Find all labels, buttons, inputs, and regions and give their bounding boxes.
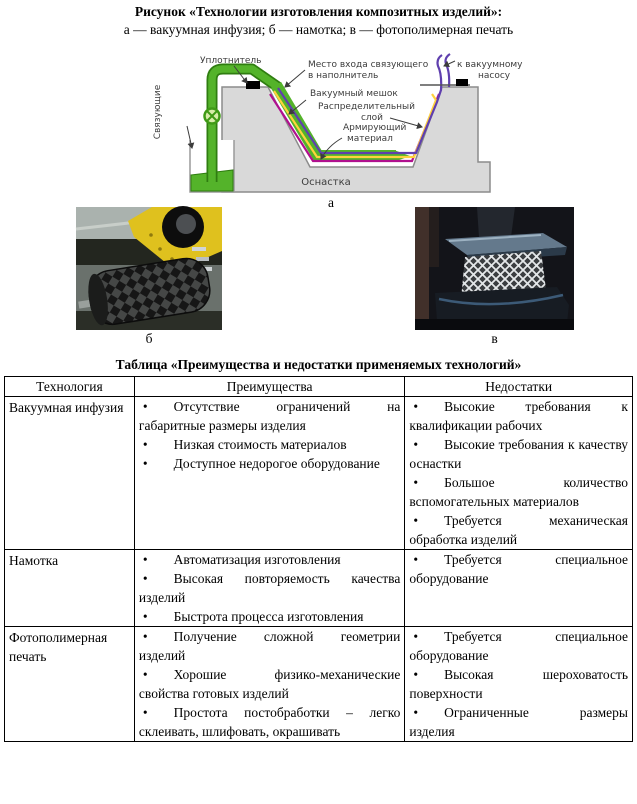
bullet-icon: • bbox=[142, 629, 148, 644]
label-reinforcing-2: материал bbox=[347, 134, 393, 144]
table-row bbox=[5, 550, 633, 627]
bullet-icon: • bbox=[142, 437, 148, 452]
winder-ring-hub bbox=[176, 214, 196, 234]
printer-arm bbox=[477, 207, 515, 237]
label-entry-1: Место входа связующего bbox=[308, 60, 429, 70]
table-body bbox=[5, 397, 633, 742]
label-tooling: Оснастка bbox=[301, 177, 351, 188]
bullet-icon: • bbox=[413, 513, 419, 528]
bullet-icon: • bbox=[142, 609, 148, 624]
disadvantage-item: • Требуется механическая обработка изделий bbox=[409, 513, 628, 547]
technology-cell bbox=[5, 627, 135, 742]
bullet-icon: • bbox=[413, 437, 419, 452]
photo-photopolymer-print bbox=[415, 207, 574, 330]
label-bag: Вакуумный мешок bbox=[310, 89, 398, 99]
label-entry-2: в наполнитель bbox=[308, 71, 379, 81]
photo-winding bbox=[76, 207, 222, 330]
label-pump-2: насосу bbox=[478, 71, 511, 81]
room-strip bbox=[415, 207, 429, 330]
bullet-icon: • bbox=[142, 571, 148, 586]
bullet-icon: • bbox=[413, 629, 419, 644]
head-bolt-2 bbox=[158, 247, 162, 251]
advantage-item: • Отсутствие ограничений на габаритные размеры изделия bbox=[138, 399, 401, 433]
table-row bbox=[5, 397, 633, 550]
advantages-cell bbox=[134, 550, 404, 627]
disadvantage-item: • Требуется специальное оборудование bbox=[409, 552, 628, 586]
disadvantage-item: • Требуется специальное оборудование bbox=[409, 629, 628, 663]
advantages-cell bbox=[134, 397, 404, 550]
label-distribution-1: Распределительный bbox=[317, 102, 415, 112]
seal-right bbox=[456, 79, 468, 86]
figure-subtitle: а — вакуумная инфузия; б — намотка; в — фотополимерная печать bbox=[123, 22, 514, 37]
arrow-entry bbox=[285, 70, 305, 87]
bullet-icon: • bbox=[413, 475, 419, 490]
disadvantage-item: • Высокая шероховатость поверхности bbox=[409, 667, 628, 701]
header-disadvantages: Недостатки bbox=[405, 377, 633, 397]
bullet-icon: • bbox=[142, 705, 148, 720]
caption-b: б bbox=[145, 331, 153, 346]
disadvantage-item: • Ограниченные размеры изделия bbox=[409, 705, 628, 739]
label-seal: Уплотнитель bbox=[200, 56, 262, 66]
label-binders: Связующие bbox=[153, 84, 163, 140]
disadvantages-cell bbox=[405, 397, 633, 550]
vacuum-infusion-diagram bbox=[150, 54, 523, 195]
disadvantage-item: • Высокие требования к качеству оснастки bbox=[409, 437, 628, 471]
header-technology: Технология bbox=[5, 377, 135, 397]
feed-eyelet-1 bbox=[192, 247, 206, 251]
figure-title: Рисунок «Технологии изготовления композитных изделий»: bbox=[134, 4, 503, 19]
advantage-item: • Автоматизация изготовления bbox=[142, 552, 341, 567]
table-header-row bbox=[5, 377, 633, 397]
bullet-icon: • bbox=[413, 399, 419, 414]
technology-name: Намотка bbox=[9, 553, 59, 568]
technologies-table bbox=[4, 376, 633, 742]
disadvantage-item: • Высокие требования к квалификации рабочих bbox=[409, 399, 628, 433]
disadvantage-item: • Большое количество вспомогательных материалов bbox=[409, 475, 628, 509]
room-strip-2 bbox=[429, 207, 439, 267]
technology-name: Фотополимерная печать bbox=[9, 630, 108, 664]
disadvantages-cell bbox=[405, 550, 633, 627]
label-reinforcing-1: Армирующий bbox=[343, 123, 407, 133]
caption-v: в bbox=[491, 331, 498, 346]
bullet-icon: • bbox=[413, 705, 419, 720]
bullet-icon: • bbox=[413, 552, 419, 567]
seal-left bbox=[246, 81, 260, 89]
head-bolt-1 bbox=[149, 233, 153, 237]
advantage-item: • Хорошие физико-механические свойства готовых изделий bbox=[138, 667, 401, 701]
bullet-icon: • bbox=[142, 667, 148, 682]
bullet-icon: • bbox=[142, 552, 148, 567]
tray-base bbox=[415, 319, 574, 330]
advantage-item: • Получение сложной геометрии изделий bbox=[138, 629, 401, 663]
advantages-cell bbox=[134, 627, 404, 742]
bullet-icon: • bbox=[142, 456, 148, 471]
label-pump-1: к вакуумному bbox=[457, 60, 523, 70]
caption-a: а bbox=[328, 195, 334, 210]
disadvantages-cell bbox=[405, 627, 633, 742]
technology-cell bbox=[5, 550, 135, 627]
label-distribution-2: слой bbox=[360, 113, 383, 123]
advantage-item: • Быстрота процесса изготовления bbox=[142, 609, 364, 624]
bullet-icon: • bbox=[142, 399, 148, 414]
technology-cell bbox=[5, 397, 135, 550]
vacuum-tube-line bbox=[446, 54, 451, 87]
feed-eyelet-2 bbox=[196, 257, 209, 261]
advantage-item: • Простота постобработки – легко склеивать, шлифовать, окрашивать bbox=[138, 705, 401, 739]
advantage-item: • Низкая стоимость материалов bbox=[142, 437, 347, 452]
bullet-icon: • bbox=[413, 667, 419, 682]
header-advantages: Преимущества bbox=[134, 377, 404, 397]
advantage-item: • Доступное недорогое оборудование bbox=[142, 456, 380, 471]
technology-name: Вакуумная инфузия bbox=[9, 400, 124, 415]
table-title: Таблица «Преимущества и недостатки применяемых технологий» bbox=[115, 357, 522, 372]
table-row bbox=[5, 627, 633, 742]
advantage-item: • Высокая повторяемость качества изделий bbox=[138, 571, 401, 605]
